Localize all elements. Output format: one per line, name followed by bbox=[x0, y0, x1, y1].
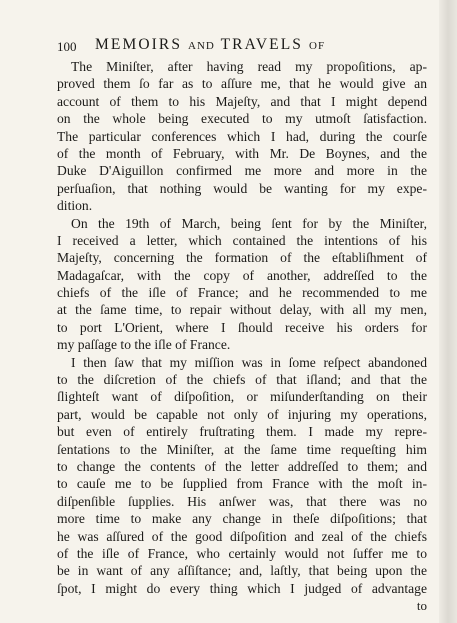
running-head-of: OF bbox=[309, 40, 326, 52]
text-line: more time to make any change in theſe diſpoſitions; that bbox=[57, 511, 427, 527]
text-line: my paſſage to the iſle of France. bbox=[57, 337, 231, 353]
text-line: part, would be capable not only of injuring my operations, bbox=[57, 406, 427, 422]
running-head bbox=[95, 36, 325, 54]
text-line: be in want of any aſſiſtance; and, laſtly, that being upon the bbox=[57, 563, 427, 579]
text-line: ſentations to the Miniſter, at the ſame time requeſting him bbox=[57, 441, 427, 457]
text-line: Majeſty, concerning the formation of the eſtabliſhment of bbox=[57, 250, 427, 266]
text-line: dition. bbox=[57, 198, 93, 214]
text-line: The particular conferences which I had, during the courſe bbox=[57, 128, 427, 144]
text-line: at the ſame time, to repair without delay, with all my men, bbox=[57, 302, 427, 318]
book-page bbox=[57, 36, 427, 614]
text-line: Madagaſcar, with the copy of another, addreſſed to the bbox=[57, 267, 427, 283]
page-edge-shadow bbox=[439, 0, 457, 623]
text-line: but even of entirely fruſtrating them. I made my repre- bbox=[57, 424, 427, 440]
text-line: of the month of February, with Mr. De Boynes, and the bbox=[57, 145, 427, 161]
text-line: to the diſcretion of the chiefs of that iſland; and that the bbox=[57, 372, 427, 388]
text-line: of the iſle of France, who certainly would not ſuffer me to bbox=[57, 545, 427, 561]
text-line: Duke D'Aiguillon confirmed me more and more in the bbox=[57, 163, 427, 179]
text-line: ſpot, I might do every thing which I judged of advantage bbox=[57, 580, 427, 596]
text-line: on the whole being executed to my utmoſt ſatisfaction. bbox=[57, 111, 427, 127]
text-line: account of them to his Majeſty, and that I might depend bbox=[57, 93, 427, 109]
text-line: chiefs of the iſle of France; and he recommended to me bbox=[57, 285, 427, 301]
running-head-and: AND bbox=[188, 40, 215, 52]
text-line: The Miniſter, after having read my propoſitions, ap- bbox=[71, 59, 427, 74]
text-line: I then ſaw that my miſſion was in ſome reſpect abandoned bbox=[71, 354, 427, 370]
running-head-memoirs: MEMOIRS bbox=[95, 36, 183, 53]
text-line: proved them ſo far as to aſſure me, that he would give an bbox=[57, 76, 427, 92]
text-line: On the 19th of March, being ſent for by the Miniſter, bbox=[71, 215, 427, 231]
catchword: to bbox=[416, 598, 427, 614]
text-line: he was aſſured of the good diſpoſition and zeal of the chiefs bbox=[57, 528, 427, 544]
text-line: perſuaſion, that nothing would be wanting for my expe- bbox=[57, 180, 427, 196]
body-text bbox=[57, 58, 427, 597]
page-number: 100 bbox=[57, 39, 77, 54]
text-line: to port L'Orient, where I ſhould receive his orders for bbox=[57, 319, 427, 335]
running-head-travels: TRAVELS bbox=[220, 36, 304, 53]
text-line: to change the contents of the letter addreſſed to them; and bbox=[57, 458, 427, 474]
page-header bbox=[57, 36, 427, 58]
text-line: ſlighteſt want of diſpoſition, or miſunderſtanding on their bbox=[57, 389, 427, 405]
text-line: I received a letter, which contained the intentions of his bbox=[57, 232, 427, 248]
text-line: to cauſe me to be ſupplied from France with the moſt in- bbox=[57, 476, 427, 492]
text-line: diſpenſible ſupplies. His anſwer was, that there was no bbox=[57, 493, 427, 509]
